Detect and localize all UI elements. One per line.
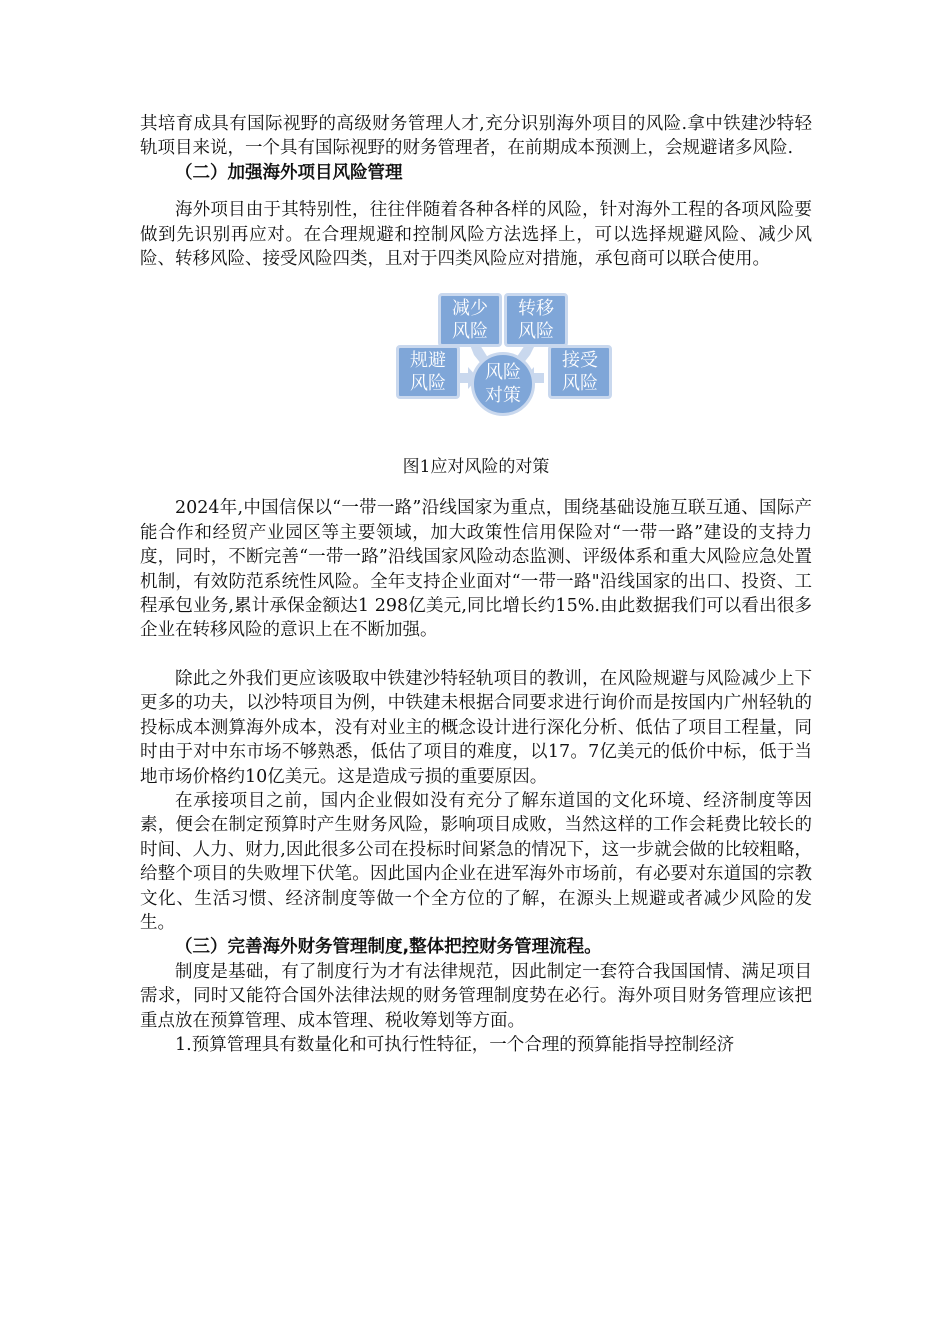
center-line1: 风险 — [485, 362, 521, 384]
reduce-risk-box — [438, 293, 502, 347]
risk-strategy-center — [471, 352, 535, 416]
avoid-risk-line1: 规避 — [410, 350, 446, 372]
reduce-risk-line1: 减少 — [452, 298, 488, 320]
paragraph-7: 1.预算管理具有数量化和可执行性特征，一个合理的预算能指导控制经济 — [175, 1034, 735, 1055]
accept-risk-line1: 接受 — [562, 350, 598, 372]
document-page — [140, 112, 812, 1057]
accept-risk-box — [548, 345, 612, 399]
section-heading-3: （三）完善海外财务管理制度,整体把控财务管理流程。 — [175, 937, 602, 958]
paragraph-2: 海外项目由于其特别性，往往伴随着各种各样的风险，针对海外工程的各项风险要做到先识别再应对。在合理规避和控制风险方法选择上，可以选择规避风险、减少风险、转移风险、接受风险四类，且对于四类风险应对措施，承包商可以联合使用。 — [140, 200, 812, 270]
paragraph-4: 除此之外我们更应该吸取中铁建沙特轻轨项目的教训，在风险规避与风险减少上下更多的功夫，以沙特项目为例，中铁建未根据合同要求进行询价而是按国内广州轻轨的投标成本测算海外成本，没有对业主的概念设计进行深化分析、低估了项目工程量，同时由于对中东市场不够熟悉，低估了项目的难度，以17。7亿美元的低价中标，低于当地市场价格约10亿美元。这是造成亏损的重要原因。 — [140, 668, 812, 787]
paragraph-6: 制度是基础，有了制度行为才有法律规范，因此制定一套符合我国国情、满足项目需求，同时又能符合国外法律法规的财务管理制度势在必行。海外项目财务管理应该把重点放在预算管理、成本管理、税收筹划等方面。 — [140, 961, 812, 1031]
risk-strategy-diagram — [140, 283, 812, 453]
transfer-risk-box — [504, 293, 568, 347]
avoid-risk-line2: 风险 — [410, 373, 446, 395]
transfer-risk-line1: 转移 — [518, 298, 554, 320]
paragraph-5: 在承接项目之前，国内企业假如没有充分了解东道国的文化环境、经济制度等因素，便会在制定预算时产生财务风险，影响项目成败，当然这样的工作会耗费比较长的时间、人力、财力,因此很多公司在投标时间紧急的情况下，这一步就会做的比较粗略，给整个项目的失败埋下伏笔。因此国内企业在进军海外市场前，有必要对东道国的宗教文化、生活习惯、经济制度等做一个全方位的了解，在源头上规避或者减少风险的发生。 — [140, 790, 812, 933]
avoid-risk-box — [396, 345, 460, 399]
figure-caption: 图1应对风险的对策 — [402, 457, 550, 478]
section-heading-2: （二）加强海外项目风险管理 — [175, 162, 403, 183]
paragraph-1: 其培育成具有国际视野的高级财务管理人才,充分识别海外项目的风险.拿中铁建沙特轻轨项目来说，一个具有国际视野的财务管理者，在前期成本预测上，会规避诸多风险. — [140, 114, 812, 159]
paragraph-3: 2024年,中国信保以“一带一路”沿线国家为重点，围绕基础设施互联互通、国际产能合作和经贸产业园区等主要领域，加大政策性信用保险对“一带一路”建设的支持力度，同时，不断完善“一带一路”沿线国家风险动态监测、评级体系和重大风险应急处置机制，有效防范系统性风险。全年支持企业面对“一带一路"沿线国家的出口、投资、工程承包业务,累计承保金额达1 298亿美元,同比增长约15%.由此数据我们可以看出很多企业在转移风险的意识上在不断加强。 — [140, 498, 812, 641]
transfer-risk-line2: 风险 — [518, 321, 554, 343]
center-line2: 对策 — [485, 385, 521, 407]
accept-risk-line2: 风险 — [562, 373, 598, 395]
reduce-risk-line2: 风险 — [452, 321, 488, 343]
